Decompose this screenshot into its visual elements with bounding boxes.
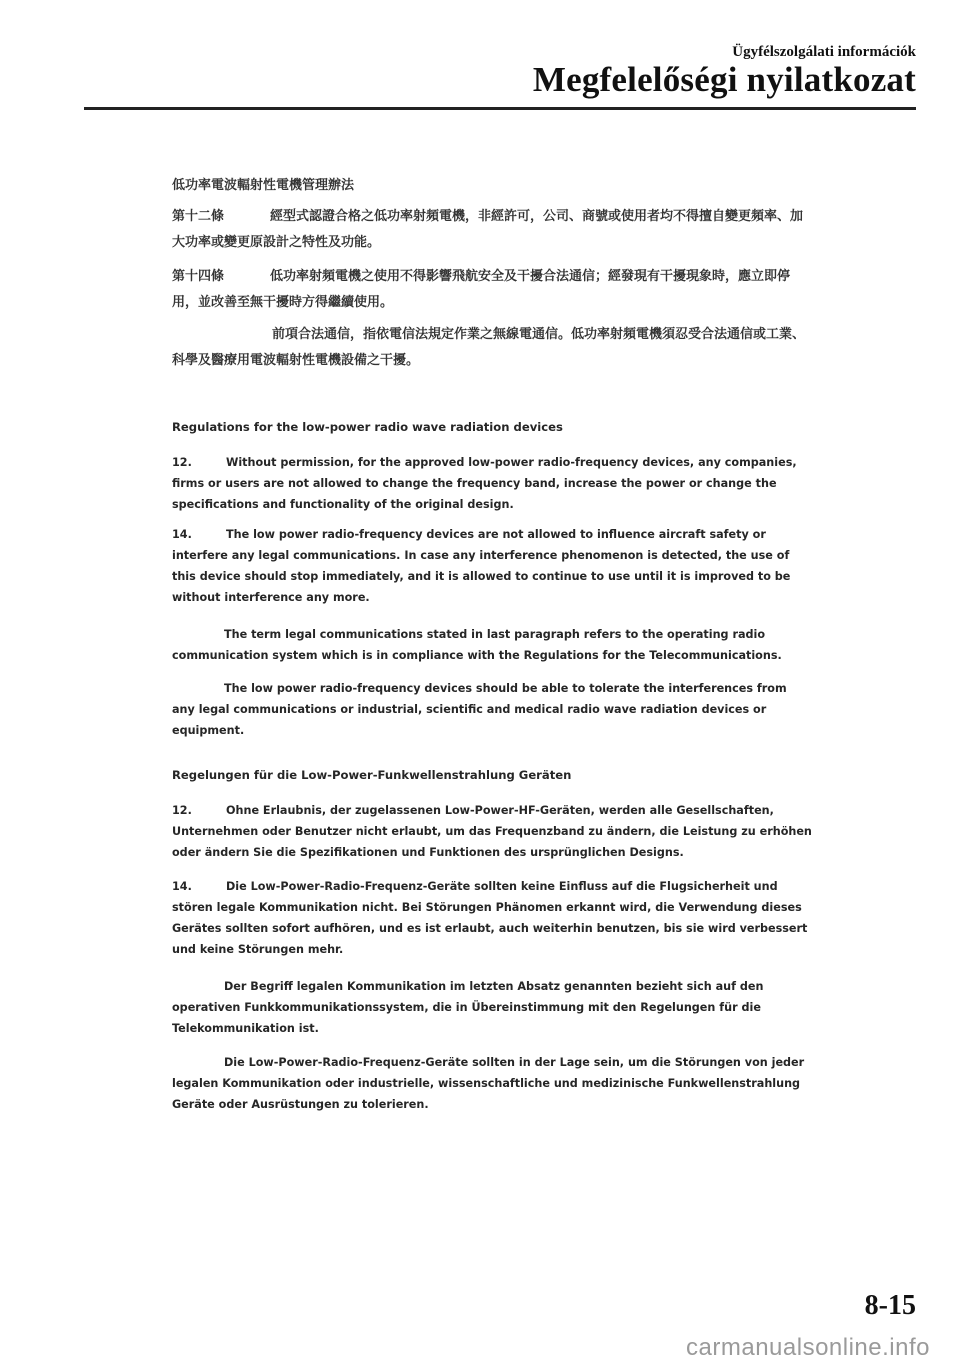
english-item-14-text: The low power radio-frequency devices are not allowed to influence aircraft safety or interfere any legal communications. In case any interference phenomenon is detected, the use of this device should stop immediately, and it is allowed to continue to use until it is improved to be without interference any more.: [172, 528, 791, 604]
english-heading: Regulations for the low-power radio wave radiation devices: [172, 420, 563, 434]
chinese-article-12: [172, 204, 812, 256]
german-item-12-text: Ohne Erlaubnis, der zugelassenen Low-Power-HF-Geräten, werden alle Gesellschaften, Unternehmen oder Benutzer nicht erlaubt, um das Frequenzband zu ändern, die Leistung zu erhöhen oder ändern Sie die Spezifikationen und Funktionen des ursprünglichen Designs.: [172, 804, 812, 859]
english-para-tolerate: The low power radio-frequency devices should be able to tolerate the interferences from any legal communications or industrial, scientific and medical radio wave radiation devices or equipment.: [172, 682, 787, 737]
english-para-legal: The term legal communications stated in last paragraph refers to the operating radio communication system which is in compliance with the Regulations for the Telecommunications.: [172, 628, 782, 662]
german-heading: Regelungen für die Low-Power-Funkwellenstrahlung Geräten: [172, 768, 572, 782]
english-item-12-text: Without permission, for the approved low-power radio-frequency devices, any companies, firms or users are not allowed to change the frequency band, increase the power or change the specifications and functionality of the original design.: [172, 456, 797, 511]
german-item-14-number: 14.: [172, 880, 192, 893]
german-item-12-number: 12.: [172, 804, 192, 817]
chinese-article-12-number: 第十二條: [172, 209, 225, 224]
german-para-lage: Die Low-Power-Radio-Frequenz-Geräte sollten in der Lage sein, um die Störungen von jeder legalen Kommunikation oder industrielle, wissenschaftliche und medizinische Funkwellenstrahlung Geräte oder Ausrüstungen zu tolerieren.: [172, 1056, 805, 1111]
chinese-article-14-para2: 前項合法通信，指依電信法規定作業之無線電通信。低功率射頻電機須忍受合法通信或工業、科學及醫療用電波輻射性電機設備之干擾。: [172, 327, 806, 368]
page-number: 8-15: [864, 1290, 916, 1321]
german-item-14-text: Die Low-Power-Radio-Frequenz-Geräte sollten keine Einfluss auf die Flugsicherheit und stören legale Kommunikation nicht. Bei Störungen Phänomen erkannt wird, die Verwendung dieses Gerätes sollten sofort aufhören, und es ist erlaubt, auch weiterhin benutzen, bis sie wird verbessert und keine Störungen mehr.: [172, 880, 808, 956]
english-item-12-number: 12.: [172, 456, 192, 469]
english-item-14-number: 14.: [172, 528, 192, 541]
english-item-12: [172, 452, 812, 515]
chinese-article-12-text: 經型式認證合格之低功率射頻電機，非經許可，公司、商號或使用者均不得擅自變更頻率、加大功率或變更原設計之特性及功能。: [172, 209, 804, 250]
german-item-12: [172, 800, 812, 863]
page-title: Megfelelőségi nyilatkozat: [532, 60, 916, 99]
chinese-article-14-text: 低功率射頻電機之使用不得影響飛航安全及干擾合法通信；經發現有干擾現象時，應立即停用，並改善至無干擾時方得繼續使用。: [172, 269, 791, 310]
german-item-14: [172, 876, 812, 960]
watermark: carmanualsonline.info: [686, 1334, 930, 1361]
chinese-article-14: [172, 264, 812, 316]
chinese-heading: 低功率電波輻射性電機管理辦法: [172, 178, 355, 193]
english-item-14: [172, 524, 812, 608]
chinese-article-14-number: 第十四條: [172, 269, 225, 284]
german-para-begriff: Der Begriff legalen Kommunikation im letzten Absatz genannten bezieht sich auf den operativen Funkkommunikationssystem, die in Übereinstimmung mit den Regelungen für die Telekommunikation ist.: [172, 980, 764, 1035]
header-divider: [84, 107, 916, 110]
section-label: Ügyfélszolgálati információk: [732, 44, 916, 60]
